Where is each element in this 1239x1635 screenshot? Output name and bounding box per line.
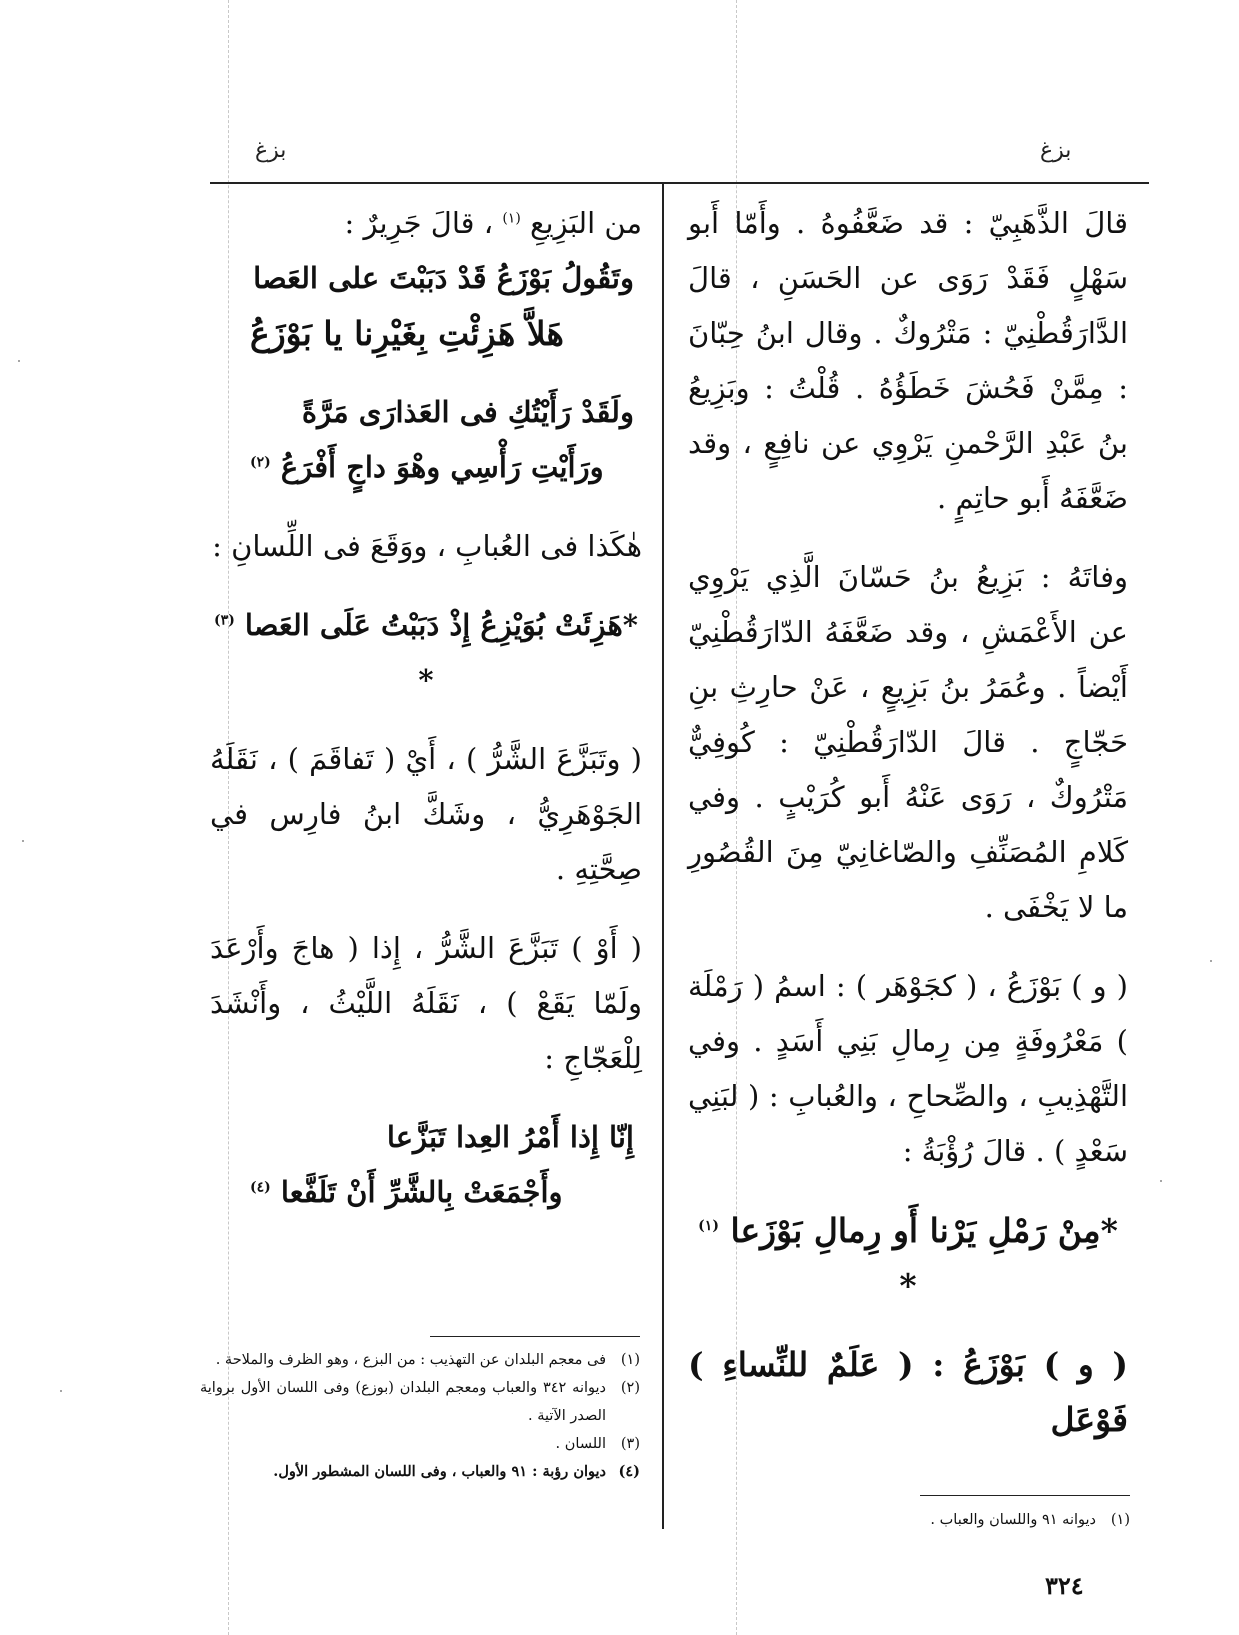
poem-line-text: وأَجْمَعَتْ بِالشَّرِّ أَنْ تَلَفَّعا xyxy=(280,1175,563,1209)
header-rule xyxy=(210,182,1149,184)
left-intro-tail: ، قالَ جَرِيرٌ : xyxy=(344,206,494,240)
footnote-rule-right xyxy=(920,1495,1130,1496)
left-intro xyxy=(210,196,642,251)
footnote-number: (١) xyxy=(1110,1512,1130,1528)
poem-line: وتَقُولُ بَوْزَعُ قَدْ دَبَبْتَ على العَصا xyxy=(253,261,634,295)
footnote-number: (١) xyxy=(620,1352,640,1368)
scan-speck xyxy=(60,1390,62,1392)
footnote-text: فى معجم البلدان عن التهذيب : من البزع ، وهو الظرف والملاحة . xyxy=(215,1352,606,1368)
footnote-marker: (١) xyxy=(502,210,521,227)
footnote xyxy=(200,1346,640,1374)
footnote-text: ديوان رؤبة : ٩١ والعباب ، وفى اللسان المشطور الأول. xyxy=(273,1463,606,1480)
footnote xyxy=(840,1506,1130,1534)
scan-speck xyxy=(1210,960,1212,962)
scan-speck xyxy=(18,360,20,362)
poem-line xyxy=(210,440,642,495)
footnote xyxy=(200,1458,640,1486)
footnote-number: (٢) xyxy=(620,1380,640,1396)
right-paragraph: ( و ) بَوْزَعُ ، ( كجَوْهَر ) : اسمُ ( رَمْلَة ) مَعْرُوفَةٍ مِن رِمالِ بَنِي أَسَدٍ . وفي التَّهْذِيبِ ، والصِّحاحِ ، والعُبابِ : ( لبَنِي سَعْدٍ ) . قالَ رُؤْبَةُ : xyxy=(688,969,1128,1168)
right-paragraph: وفاتَهُ : بَزِيعُ بنُ حَسّانَ الَّذِي يَرْوِي عن الأَعْمَشِ ، وقد ضَعَّفَهُ الدّارَقُطْنِيّ أَيْضاً . وعُمَرُ بنُ بَزِيعٍ ، عَنْ حارِثِ بنِ حَجّاجٍ . قالَ الدّارَقُطْنِيّ : كُوفِيٌّ مَتْرُوكٌ ، رَوَى عَنْهُ أَبو كُرَيْبٍ . وفي كَلامِ المُصَنِّفِ والصّاغانِيّ مِنَ القُصُورِ ما لا يَخْفَى . xyxy=(688,560,1128,924)
footnote-marker: (١) xyxy=(698,1218,719,1234)
footnotes-left xyxy=(200,1346,640,1486)
footnote-marker: (٢) xyxy=(250,454,271,471)
footnote-number: (٣) xyxy=(620,1436,640,1452)
header-word-right: بزغ xyxy=(1040,138,1072,163)
poem-line: إِنّا إِذا أَمْرُ العِدا تَبَزَّعا xyxy=(386,1120,634,1154)
left-verse: *هَزِئَتْ بُوَيْزِعُ إِذْ دَبَبْتُ عَلَى العَصا $^{(٣)}$ * xyxy=(214,608,638,697)
right-last-line: ( و ) بَوْزَعُ : ( عَلَمٌ للنِّساءِ ) فَوْعَل xyxy=(688,1345,1128,1439)
header-word-left: بزغ xyxy=(255,138,287,163)
footnote-number: (٤) xyxy=(618,1463,640,1480)
page-number: ٣٢٤ xyxy=(1045,1571,1084,1600)
scan-speck xyxy=(22,840,24,842)
poem-line-text: ورَأَيْتِ رَأْسِي وهْوَ داجٍ أَفْرَعُ xyxy=(280,450,604,484)
left-paragraph: هٰكَذا فى العُبابِ ، ووَقَعَ فى اللِّسانِ : xyxy=(212,529,642,563)
footnote-text: اللسان . xyxy=(555,1436,606,1452)
footnote-marker: (٤) xyxy=(250,1179,271,1196)
right-column xyxy=(688,196,1128,1447)
poem-line: هَلاَّ هَزِئْتِ بِغَيْرِنا يا بَوْزَعُ xyxy=(250,314,564,353)
footnote-marker: (٣) xyxy=(214,612,235,629)
footnotes-right xyxy=(840,1506,1130,1534)
poem-line xyxy=(210,1165,642,1220)
verse-text: *مِنْ رَمْلِ يَرْنا أَو رِمالِ بَوْزَعا xyxy=(730,1211,1118,1250)
footnote xyxy=(200,1430,640,1458)
left-intro-text: من البَزِيعِ xyxy=(530,206,642,240)
verse-text: *هَزِئَتْ بُوَيْزِعُ إِذْ دَبَبْتُ عَلَى العَصا xyxy=(244,608,638,642)
poem-line: ولَقَدْ رَأَيْتُكِ فى العَذارَى مَرَّةً xyxy=(301,395,634,429)
left-column xyxy=(210,196,642,1220)
footnote xyxy=(200,1374,640,1430)
column-divider xyxy=(662,184,664,1529)
left-paragraph: ( أَوْ ) تَبَزَّعَ الشَّرُّ ، إِذا ( هاجَ وأَرْعَدَ ولَمّا يَقَعْ ) ، نَقَلَهُ اللَّيْثُ ، وأَنْشَدَ لِلْعَجّاجِ : xyxy=(210,931,642,1075)
footnote-text: ديوانه ٣٤٢ والعباب ومعجم البلدان (بوزع) وفى اللسان الأول برواية الصدر الآتية . xyxy=(200,1380,606,1424)
footnote-rule-left xyxy=(430,1336,640,1337)
right-verse: *مِنْ رَمْلِ يَرْنا أَو رِمالِ بَوْزَعا $^{(١)}$ * xyxy=(698,1211,1118,1305)
footnote-text: ديوانه ٩١ واللسان والعباب . xyxy=(930,1512,1096,1528)
right-paragraph: قالَ الذَّهَبِيّ : قد ضَعَّفُوهُ . وأَمّا أَبو سَهْلٍ فَقَدْ رَوَى عن الحَسَنِ ، قالَ الدَّارَقُطْنِيّ : مَتْرُوكٌ . وقال ابنُ حِبّانَ : مِمَّنْ فَحُشَ خَطَؤُهُ . قُلْتُ : وبَزِيعُ بنُ عَبْدِ الرَّحْمنِ يَرْوِي عن نافِعٍ ، وقد ضَعَّفَهُ أَبو حاتِمٍ . xyxy=(688,206,1128,515)
scan-speck xyxy=(1160,1180,1162,1182)
left-paragraph: ( وتَبَزَّعَ الشَّرُّ ) ، أَيْ ( تَفاقَمَ ) ، نَقَلَهُ الجَوْهَرِيُّ ، وشَكَّ ابنُ فارِس في صِحَّتِهِ . xyxy=(210,742,642,886)
